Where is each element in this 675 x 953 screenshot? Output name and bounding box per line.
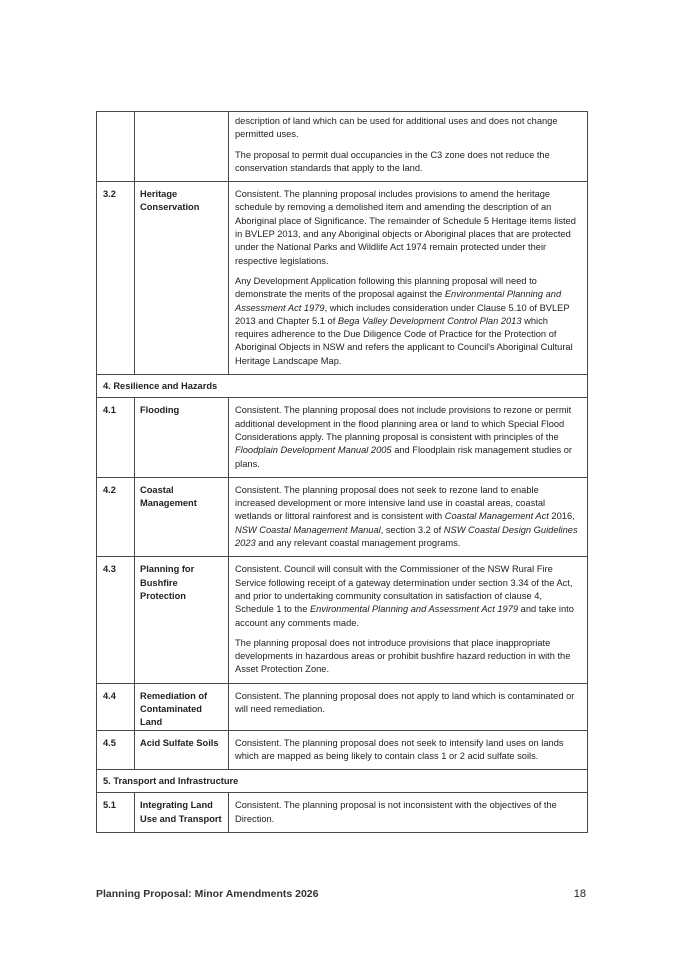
clause-number-cell: 4.5	[97, 730, 135, 770]
direction-name-cell: Remediation of Contaminated Land	[135, 683, 229, 730]
clause-number-cell: 3.2	[97, 182, 135, 375]
paragraph: Consistent. The planning proposal includes provisions to amend the heritage schedule by removing a demolished item and amending the description of an Aboriginal place of Significance. The remainder of Schedule 5 Heritage items listed in BVLEP 2013, and any Aboriginal objects or Aboriginal places that are protected under the National Parks and Wildlife Act 1974 remain protected under their respective legislations.	[235, 189, 576, 266]
direction-name-cell: Flooding	[135, 398, 229, 477]
paragraph	[235, 404, 579, 470]
text-run: , section 3.2 of	[380, 524, 444, 535]
direction-name-cell: Planning for Bushfire Protection	[135, 557, 229, 683]
paragraph	[235, 563, 579, 629]
assessment-cell	[229, 793, 588, 833]
page-footer	[96, 888, 586, 902]
text-run: Consistent. The planning proposal does not include provisions to rezone or permit additional development in the flood planning area or land to which Special Flood Considerations apply. The planning proposal is consistent with principles of the	[235, 405, 572, 442]
section-heading-row	[97, 770, 588, 793]
section-heading: 5. Transport and Infrastructure	[97, 770, 588, 793]
italic-title: NSW Coastal Design Guidelines 2023	[235, 524, 578, 549]
assessment-cell	[229, 398, 588, 477]
direction-name-cell: Coastal Management	[135, 477, 229, 556]
table-row	[97, 557, 588, 683]
italic-title: Bega Valley Development Control Plan 2013	[337, 315, 522, 326]
clause-number-cell: 4.4	[97, 683, 135, 730]
italic-title: Environmental Planning and Assessment Act 1979	[309, 604, 519, 615]
text-run: Any Development Application following this planning proposal will need to demonstrate the merits of the proposal against the	[235, 275, 537, 300]
direction-name-cell: Acid Sulfate Soils	[135, 730, 229, 770]
assessment-cell	[229, 182, 588, 375]
assessment-cell	[229, 557, 588, 683]
section-heading-row	[97, 375, 588, 398]
paragraph: The planning proposal does not introduce provisions that place inappropriate developments in hazardous areas or prohibit bushfire hazard reduction in with the Asset Protection Zone.	[235, 637, 571, 675]
table-row	[97, 112, 588, 182]
assessment-cell	[229, 683, 588, 730]
direction-name-cell: Integrating Land Use and Transport	[135, 793, 229, 833]
page-number: 18	[573, 888, 586, 900]
text-run: Consistent. The planning proposal does not seek to rezone land to enable increased development or more intensive land use in coastal areas, coastal wetlands or littoral rainforest and is consistent with	[235, 484, 546, 522]
paragraph: Consistent. The planning proposal does not seek to intensify land uses on lands which are mapped as being likely to contain class 1 or 2 acid sulfate soils.	[235, 737, 564, 761]
paragraph: Consistent. The planning proposal is not inconsistent with the objectives of the Direction.	[235, 800, 557, 824]
document-page	[96, 111, 588, 833]
text-run: and Floodplain risk management studies or plans.	[235, 445, 572, 469]
direction-name-cell: Heritage Conservation	[135, 182, 229, 375]
clause-number-cell: 5.1	[97, 793, 135, 833]
table-row	[97, 730, 588, 770]
assessment-cell	[229, 730, 588, 770]
text-run: which requires adherence to the Due Diligence Code of Practice for the Protection of Aboriginal Objects in NSW and refers the applicant to Council's Aboriginal Cultural Heritage Landscape Map.	[235, 315, 573, 366]
text-run: Consistent. Council will consult with the Commissioner of the NSW Rural Fire Service following receipt of a gateway determination under section 3.34 of the Act, and prior to undertaking community consultation in satisfaction of clause 4, Schedule 1 to the	[235, 564, 573, 615]
paragraph	[235, 275, 579, 368]
paragraph: description of land which can be used for additional uses and does not change permitted uses.	[235, 116, 558, 140]
paragraph: The proposal to permit dual occupancies in the C3 zone does not reduce the conservation standards that apply to the land.	[235, 149, 550, 173]
clause-number-cell: 4.1	[97, 398, 135, 477]
document-title: Planning Proposal: Minor Amendments 2026	[96, 888, 319, 900]
assessment-cell	[229, 112, 588, 182]
text-run: and take into account any comments made.	[235, 604, 574, 628]
direction-name-cell	[135, 112, 229, 182]
table-row	[97, 793, 588, 833]
paragraph	[235, 484, 579, 550]
paragraph: Consistent. The planning proposal does not apply to land which is contaminated or will need remediation.	[235, 690, 575, 714]
clause-number-cell: 4.3	[97, 557, 135, 683]
italic-title: Coastal Management Act	[444, 511, 549, 522]
clause-number-cell: 4.2	[97, 477, 135, 556]
text-run: , which includes consideration under Clause 5.10 of BVLEP 2013 and Chapter 5.1 of	[235, 302, 570, 326]
text-run: and any relevant coastal management programs.	[255, 538, 461, 549]
consistency-table	[96, 111, 588, 833]
table-row	[97, 182, 588, 375]
italic-title: Floodplain Development Manual 2005	[235, 445, 392, 456]
table-row	[97, 477, 588, 556]
clause-number-cell	[97, 112, 135, 182]
table-row	[97, 683, 588, 730]
section-heading: 4. Resilience and Hazards	[97, 375, 588, 398]
italic-title: NSW Coastal Management Manual	[235, 524, 381, 535]
assessment-cell	[229, 477, 588, 556]
text-run: 2016,	[548, 511, 575, 522]
table-row	[97, 398, 588, 477]
italic-title: Environmental Planning and Assessment Act 1979	[235, 289, 562, 313]
